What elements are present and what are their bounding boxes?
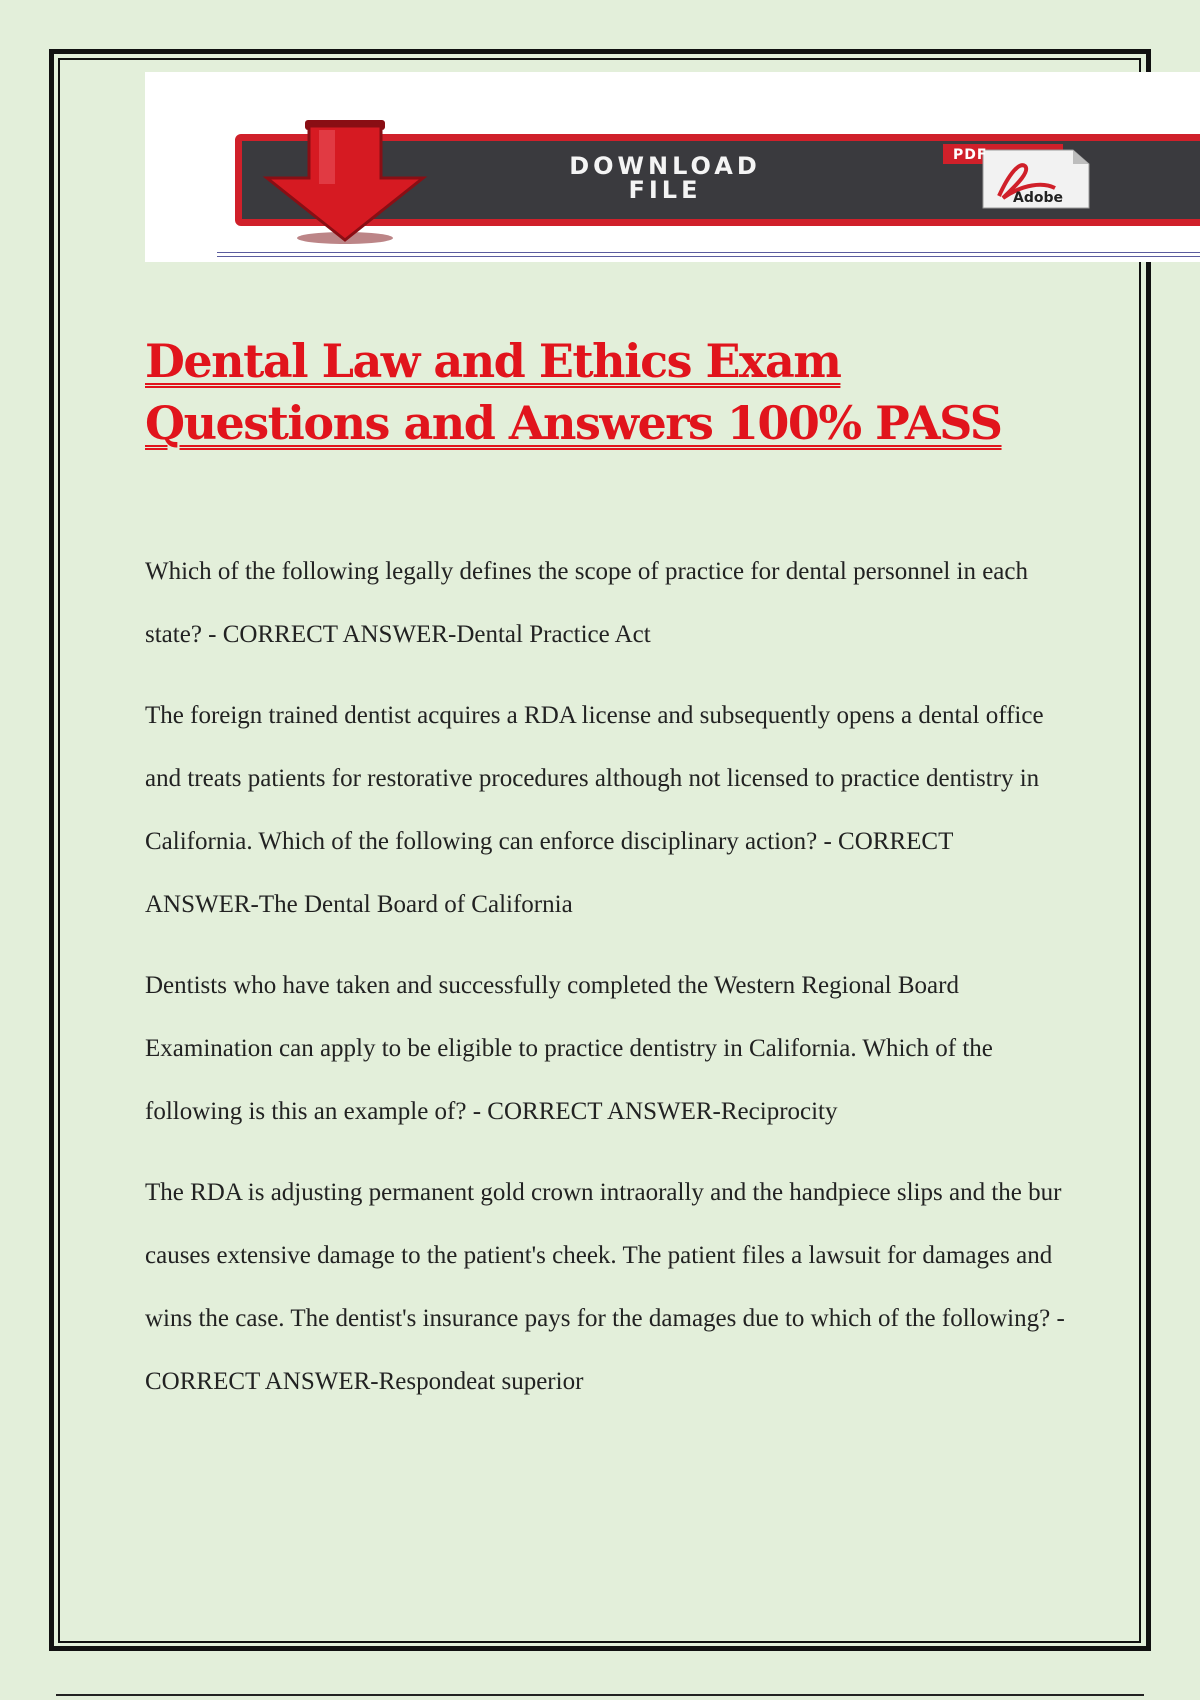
- qa-paragraph: The RDA is adjusting permanent gold crown intraorally and the handpiece slips and the bur causes extensive damage to the patient's cheek. The patient files a lawsuit for damages and wins the case. The dentist's insurance pays for the damages due to which of the following? - CORRECT ANSWER-Respondeat superior: [145, 1179, 1065, 1395]
- download-label[interactable]: [475, 154, 855, 202]
- qa-content: [145, 540, 1070, 1431]
- title-line-1: Dental Law and Ethics Exam: [145, 334, 841, 388]
- download-banner[interactable]: [145, 72, 1200, 262]
- footer-divider: [56, 1694, 1144, 1696]
- document-title: [145, 330, 1002, 454]
- qa-paragraph: The foreign trained dentist acquires a RDA license and subsequently opens a dental office and treats patients for restorative procedures although not licensed to practice dentistry in California. Which of the following can enforce disciplinary action? - CORRECT ANSWER-The Dental Board of California: [145, 702, 1044, 918]
- download-label-line1: DOWNLOAD: [569, 152, 761, 180]
- title-line-2: Questions and Answers 100% PASS: [145, 396, 1002, 450]
- qa-paragraph: Which of the following legally defines the scope of practice for dental personnel in each state? - CORRECT ANSWER-Dental Practice Act: [145, 558, 1028, 648]
- download-label-line2: FILE: [628, 176, 702, 204]
- download-arrow-icon: [245, 120, 445, 246]
- banner-divider: [217, 252, 1200, 257]
- pdf-file-icon: [943, 144, 1091, 210]
- pdf-label: PDF: [953, 147, 988, 163]
- adobe-label: Adobe: [1013, 190, 1063, 206]
- qa-paragraph: Dentists who have taken and successfully completed the Western Regional Board Examination can apply to be eligible to practice dentistry in California. Which of the following is this an example of? - CORRECT ANSWER-Reciprocity: [145, 972, 993, 1125]
